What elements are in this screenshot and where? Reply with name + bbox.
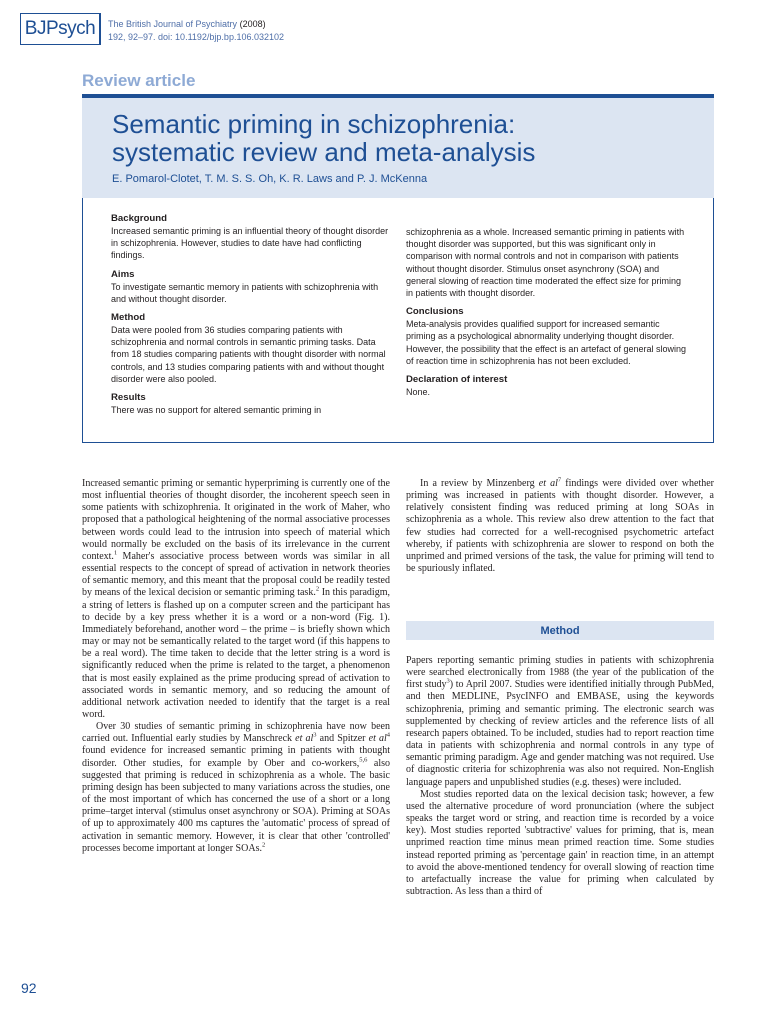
body-column-right-top bbox=[406, 478, 714, 575]
abstract-conclusions-heading: Conclusions bbox=[406, 306, 464, 318]
abstract-method-heading: Method bbox=[111, 312, 146, 324]
abstract-column-left bbox=[111, 213, 391, 416]
abstract-declaration-text: None. bbox=[406, 387, 431, 398]
abstract-method-text: Data were pooled from 36 studies comparing patients with schizophrenia and normal controls in semantic priming tasks. Data from 18 studies comparing patients with thought disorder with normal controls, and 13 studies comparing patients with and without thought disorder were also pooled. bbox=[111, 325, 386, 384]
abstract-results-heading: Results bbox=[111, 392, 146, 404]
title-line-1: Semantic priming in schizophrenia: bbox=[112, 109, 516, 139]
article-type: Review article bbox=[82, 71, 196, 90]
header-divider bbox=[100, 13, 101, 45]
body-paragraph: Over 30 studies of semantic priming in schizophrenia have now been carried out. Influential early studies by Manschreck et $al^3$ and Spitzer et $al^4$ found evidence for increased semantic priming in patients with thought disorder. Other studies, for example by Ober and co-workers,$^{5,6}$ also suggested that priming is reduced in schizophrenia as a whole. The basic priming design has been subjected to many variations across the studies, one of the most important of which has concerned the use of a short or a long prime–target interval (stimulus onset asynchrony or SOA). Priming at SOAs of up to approximately 400 ms captures the 'automatic' process of spread of activation in semantic memory. However, it is clear that other 'controlled' processes become important at longer SOAs.$^2$ bbox=[82, 721, 391, 854]
author-list: E. Pomarol-Clotet, T. M. S. S. Oh, K. R. Laws and P. J. McKenna bbox=[112, 173, 428, 185]
method-section-heading bbox=[406, 621, 714, 640]
abstract-aims-text: To investigate semantic memory in patients with schizophrenia with and without thought disorder. bbox=[111, 281, 379, 304]
article-title bbox=[112, 110, 702, 166]
abstract-conclusions-text: Meta-analysis provides qualified support for increased semantic priming as a psychological abnormality underlying thought disorder. However, the possibility that the effect is an artefact of general slowing of reaction time in schizophrenia has not been excluded. bbox=[406, 319, 686, 366]
body-column-right-bottom bbox=[406, 655, 714, 898]
journal-year: (2008) bbox=[239, 19, 266, 29]
abstract-declaration-heading: Declaration of interest bbox=[406, 374, 508, 386]
body-paragraph: Most studies reported data on the lexical decision task; however, a few used the alternative procedure of word pronunciation (where the subject speaks the target word or string, and reaction time is recorded by a voice key). Most studies reported 'subtractive' values for priming, that is, mean unprimed reaction time minus mean primed reaction time. Some studies instead reported priming as 'percentage gain' in reaction time, in an attempt to avoid the above-mentioned tendency for overall slowing of reaction time to artefactually increase the value for priming when calculated by subtraction. As less than a third of bbox=[406, 788, 714, 897]
body-column-left bbox=[82, 478, 390, 855]
method-heading-label: Method bbox=[540, 624, 580, 637]
abstract-column-right bbox=[406, 226, 686, 398]
body-paragraph: Increased semantic priming or semantic hyperpriming is currently one of the most influential theories of thought disorder, the incoherent speech seen in some patients with schizophrenia. It originated in the work of Maher, who proposed that a pathological heightening of the normal associative processes between words could lead to the intrusion into speech of material which would normally be excluded on the basis of its irrelevance in the current context.$^1$ Maher's associative process between words was similar in all essential respects to the concept of spread of activation in network theories of semantic memory, and this meant that the proposal could be readily tested by means of the lexical decision or semantic priming task.$^2$ In this paradigm, a string of letters is flashed up on a computer screen and the participant has to decide by a key press whether it is a word or a non-word (Fig. 1). Immediately beforehand, another word – the prime – is briefly shown which may or may not be semantically related to the target word (if this happens to be a real word). The time taken to decide that the letter string is a word is significantly reduced when the prime is related to the target, a phenomenon that is most easily explained as the prime producing spread of activation to associated words in semantic memory, and so reducing the amount of additional network activation needed to identify that the target is a real word. bbox=[82, 478, 390, 720]
abstract-background-heading: Background bbox=[111, 213, 167, 224]
title-line-2: systematic review and meta-analysis bbox=[112, 137, 536, 167]
abstract-results-text: There was no support for altered semantic priming in bbox=[111, 405, 322, 416]
abstract-aims-heading: Aims bbox=[111, 268, 135, 280]
journal-doi: 192, 92–97. doi: 10.1192/bjp.bp.106.032102 bbox=[108, 31, 284, 42]
journal-citation bbox=[108, 18, 284, 43]
journal-logo: BJPsych bbox=[20, 13, 100, 45]
page-number: 92 bbox=[21, 980, 37, 996]
abstract-results-continued: schizophrenia as a whole. Increased semantic priming in patients with thought disorder was supported, but this was significant only in comparison with normal controls and not in comparison with patients without thought disorder. Stimulus onset asynchrony (SOA) and general slowing of reaction time moderated the effect size for priming in patients with thought disorder. bbox=[406, 227, 685, 299]
body-paragraph: In a review by Minzenberg et $al^7$ findings were divided over whether priming was increased in patients with thought disorder. However, a relatively consistent finding was reduced priming at long SOAs in schizophrenia as a whole. This review also drew attention to the fact that few studies had corrected for a well-recognised psychometric artefact whereby, if patients with schizophrenia are slower to respond on both the unprimed and primed versions of the task, the value for priming will tend to be spuriously inflated. bbox=[406, 476, 714, 575]
journal-name: The British Journal of Psychiatry bbox=[108, 19, 238, 29]
body-paragraph: Papers reporting semantic priming studies in patients with schizophrenia were searched electronically from 1988 (the year of the publication of the first study$^3$) to April 2007. Studies were identified initially through PubMed, and then MEDLINE, PsycINFO and EMBASE, using the keywords schizophrenia, priming and semantic priming. The electronic search was supplemented by checking of review articles and the reference lists of all research papers obtained. To be included, studies had to report reaction time data in patients with schizophrenia and normal controls in any type of semantic priming paradigm. Age and gender matching was not required. Use of diagnostic criteria for schizophrenia was also not required. Non-English language papers and unpublished studies (e.g. theses) were included. bbox=[406, 655, 714, 788]
abstract-background-text: Increased semantic priming is an influential theory of thought disorder in schizophrenia. However, studies to date have had conflicting findings. bbox=[111, 226, 389, 261]
